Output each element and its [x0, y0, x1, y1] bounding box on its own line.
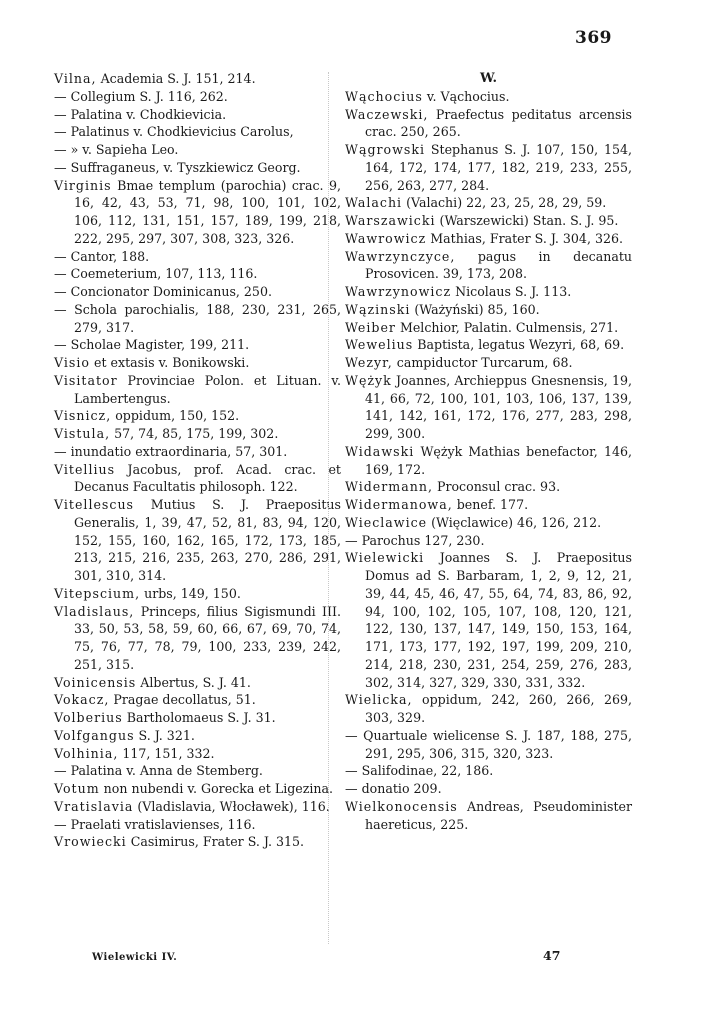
index-entry	[54, 88, 341, 106]
entry-text: Mutius S. J. Praepositus Generalis, 1, 39, 47, 52, 81, 83, 94, 120, 152, 155, 160, 162, 165, 172, 173, 185, 213, 215, 216, 235, 263, 270, 286, 291, 301, 310, 314.	[74, 497, 341, 583]
entry-headword: Weiber	[345, 319, 396, 335]
entry-headword: Vistula,	[54, 426, 111, 441]
index-entry	[54, 461, 341, 497]
index-entry	[54, 798, 341, 816]
entry-text: Proconsul crac. 93.	[436, 479, 561, 495]
entry-text: — Concionator Dominicanus, 250.	[54, 284, 272, 299]
entry-text: (Więclawice) 46, 126, 212.	[431, 514, 602, 530]
entry-text: S. J. 321.	[138, 727, 195, 743]
entry-text: Mathias, Frater S. J. 304, 326.	[430, 230, 623, 246]
entry-text: 117, 151, 332.	[122, 745, 215, 761]
entry-headword: Visio	[54, 355, 90, 370]
entry-headword: Wawrzynczyce,	[345, 248, 456, 264]
entry-text: non nubendi v. Gorecka et Ligezina.	[103, 781, 334, 796]
index-entry	[54, 709, 341, 727]
entry-headword: Waczewski,	[345, 106, 429, 122]
entry-text: — » v. Sapieha Leo.	[54, 142, 179, 157]
index-entry	[345, 780, 632, 798]
index-entry	[54, 585, 341, 603]
index-entry	[54, 691, 341, 709]
index-entry	[345, 336, 632, 354]
entry-headword: Vladislaus,	[54, 603, 135, 619]
index-entry	[345, 762, 632, 780]
entry-headword: Volhinia,	[54, 745, 119, 761]
index-entry	[345, 532, 632, 550]
index-entry	[345, 301, 632, 319]
entry-headword: Vrowiecki	[54, 834, 127, 850]
index-entry	[54, 407, 341, 425]
entry-text: benef. 177.	[456, 497, 529, 512]
index-entry	[345, 798, 632, 834]
entry-text: Pragae decollatus, 51.	[113, 692, 256, 708]
entry-text: — Collegium S. J. 116, 262.	[54, 88, 228, 104]
index-entry	[54, 70, 341, 88]
entry-headword: Visnicz,	[54, 408, 112, 424]
entry-text: (Ważyński) 85, 160.	[414, 301, 540, 317]
entry-text: — Suffraganeus, v. Tyszkiewicz Georg.	[54, 159, 301, 175]
page-number: 369	[575, 28, 612, 48]
entry-text: et extasis v. Bonikowski.	[94, 355, 250, 370]
entry-text: 57, 74, 85, 175, 199, 302.	[114, 426, 279, 441]
entry-text: (Warszewicki) Stan. S. J. 95.	[439, 213, 619, 228]
entry-headword: Wawrowicz	[345, 230, 427, 246]
entry-text: Wężyk Mathias benefactor, 146, 169, 172.	[365, 443, 632, 477]
entry-text: — Palatina v. Chodkievicia.	[54, 106, 227, 122]
footer-sheet-number: 47	[543, 948, 561, 963]
entry-headword: Wązinski	[345, 301, 411, 317]
entry-text: Praefectus peditatus arcensis crac. 250, 265.	[365, 106, 632, 140]
index-entry	[54, 833, 341, 851]
entry-text: pagus in decanatu Prosovicen. 39, 173, 208.	[365, 248, 632, 282]
entry-text: Academia S. J. 151, 214.	[100, 71, 256, 86]
entry-text: Casimirus, Frater S. J. 315.	[130, 834, 304, 850]
entry-text: Jacobus, prof. Acad. crac. et Decanus Facultatis philosoph. 122.	[74, 461, 341, 495]
entry-headword: Widawski	[345, 443, 415, 459]
index-entry	[54, 496, 341, 585]
index-entry	[54, 745, 341, 763]
index-entry	[54, 372, 341, 408]
entry-headword: Wągrowski	[345, 142, 426, 157]
entry-headword: Vitellius	[54, 461, 116, 477]
index-entry	[54, 780, 341, 798]
index-entry	[54, 336, 341, 354]
index-entry	[345, 549, 632, 691]
index-entry	[345, 106, 632, 142]
entry-headword: Vitepscium,	[54, 585, 141, 601]
index-entry	[54, 603, 341, 674]
index-entry	[345, 443, 632, 479]
index-entry	[345, 478, 632, 496]
index-entry	[54, 123, 341, 141]
index-entry	[345, 319, 632, 337]
entry-text: Melchior, Palatin. Culmensis, 271.	[399, 319, 619, 335]
entry-headword: Voinicensis	[54, 674, 137, 690]
index-entry	[345, 248, 632, 284]
entry-headword: Visitator	[54, 372, 118, 388]
entry-headword: Walachi	[345, 195, 403, 211]
entry-headword: Virginis	[54, 177, 112, 193]
entry-text: — Praelati vratislavienses, 116.	[54, 816, 256, 832]
index-entry	[54, 301, 341, 337]
entry-text: oppidum, 242, 260, 266, 269, 303, 329.	[365, 692, 632, 725]
index-entry	[54, 674, 341, 692]
entry-headword: Vratislavia	[54, 798, 134, 814]
entry-headword: Warszawicki	[345, 213, 436, 228]
index-entry	[345, 141, 632, 194]
index-column-left	[54, 70, 341, 851]
index-entry	[54, 265, 341, 283]
entry-headword: Wieclawice	[345, 514, 428, 530]
entry-text: Andreas, Pseudominister haereticus, 225.	[365, 798, 632, 832]
entry-text: — Cantor, 188.	[54, 248, 150, 264]
index-entry	[54, 762, 341, 780]
index-entry	[345, 230, 632, 248]
entry-text: — Schola parochialis, 188, 230, 231, 265, 279, 317.	[54, 301, 341, 335]
entry-text: (Vladislavia, Włocławek), 116.	[137, 798, 330, 814]
index-entry	[345, 354, 632, 372]
entry-text: Provinciae Polon. et Lituan. v. Lambertengus.	[74, 372, 341, 406]
entry-text: Joannes, Archieppus Gnesnensis, 19, 41, 66, 72, 100, 101, 103, 106, 137, 139, 141, 142, 161, 172, 176, 277, 283, 298, 299, 300.	[365, 372, 632, 441]
entry-text: Joannes S. J. Praepositus Domus ad S. Barbaram, 1, 2, 9, 12, 21, 39, 44, 45, 46, 47, 55, 64, 74, 83, 86, 92, 94, 100, 102, 105, 107, 108, 120, 121, 122, 130, 137, 147, 149, 150, 153, 164, 171, 173, 177, 192, 197, 199, 209, 210, 214, 218, 230, 231, 254, 259, 276, 283, 302, 314, 327, 329, 330, 331, 332.	[365, 550, 632, 690]
entry-headword: Votum	[54, 781, 100, 796]
entry-headword: Widermanowa,	[345, 497, 453, 512]
index-entry	[54, 177, 341, 248]
entry-headword: Wezyr,	[345, 355, 393, 370]
entry-text: — Parochus 127, 230.	[345, 532, 485, 548]
entry-text: Albertus, S. J. 41.	[140, 674, 251, 690]
entry-text: urbs, 149, 150.	[144, 585, 241, 601]
entry-headword: Vitellescus	[54, 497, 135, 512]
entry-text: Stephanus S. J. 107, 150, 154, 164, 172, 174, 177, 182, 219, 233, 255, 256, 263, 277, 284.	[365, 142, 632, 193]
entry-text: — Quartuale wielicense S. J. 187, 188, 275, 291, 295, 306, 315, 320, 323.	[345, 727, 632, 761]
entry-headword: Wielicka,	[345, 692, 413, 708]
entry-headword: Wężyk	[345, 372, 392, 388]
index-entry	[54, 354, 341, 372]
footer-signature: Wielewicki IV.	[92, 952, 178, 963]
index-entry	[345, 727, 632, 763]
entry-headword: Wąchocius	[345, 88, 423, 104]
index-entry	[54, 727, 341, 745]
index-entry	[345, 88, 632, 106]
entry-headword: Volberius	[54, 710, 123, 725]
entry-text: Bartholomaeus S. J. 31.	[126, 710, 276, 725]
index-entry	[54, 443, 341, 461]
index-entry	[345, 194, 632, 212]
index-entry	[54, 816, 341, 834]
entry-headword: Wewelius	[345, 337, 414, 353]
index-entry	[54, 159, 341, 177]
entry-headword: Vokacz,	[54, 692, 110, 708]
entry-text: — inundatio extraordinaria, 57, 301.	[54, 443, 288, 459]
index-entry	[345, 691, 632, 727]
entry-text: — Coemeterium, 107, 113, 116.	[54, 266, 258, 282]
index-column-right	[345, 70, 632, 833]
entry-text: (Valachi) 22, 23, 25, 28, 29, 59.	[406, 195, 607, 211]
index-entry	[54, 106, 341, 124]
index-entry	[54, 425, 341, 443]
index-entry	[345, 496, 632, 514]
entry-text: oppidum, 150, 152.	[115, 408, 240, 424]
entry-headword: Wielewicki	[345, 550, 425, 566]
index-entry	[54, 283, 341, 301]
entry-text: Princeps, filius Sigismundi III. 33, 50, 53, 58, 59, 60, 66, 67, 69, 70, 74, 75, 76, 77, 78, 79, 100, 233, 239, 242, 251, 315.	[74, 603, 341, 672]
entry-text: Baptista, legatus Wezyri, 68, 69.	[417, 337, 625, 353]
entry-text: — Salifodinae, 22, 186.	[345, 763, 494, 779]
entry-text: v. Vąchocius.	[426, 88, 510, 104]
entry-headword: Vilna,	[54, 71, 97, 86]
index-entry	[345, 514, 632, 532]
entry-text: campiductor Turcarum, 68.	[396, 355, 573, 370]
index-entry	[54, 248, 341, 266]
entry-text: Nicolaus S. J. 113.	[455, 284, 572, 299]
index-entry	[345, 212, 632, 230]
entry-text: — Palatinus v. Chodkievicius Carolus,	[54, 124, 294, 140]
entry-text: Bmae templum (parochia) crac. 9, 16, 42, 43, 53, 71, 98, 100, 101, 102, 106, 112, 131, 151, 157, 189, 199, 218, 222, 295, 297, 307, 308, 323, 326.	[74, 177, 341, 246]
entry-headword: Widermann,	[345, 479, 433, 495]
entry-headword: Volfgangus	[54, 727, 135, 743]
index-entry	[345, 372, 632, 443]
letter-heading: W.	[479, 71, 498, 86]
column-divider	[328, 72, 329, 944]
entry-text: — Palatina v. Anna de Stemberg.	[54, 763, 263, 779]
entry-text: — Scholae Magister, 199, 211.	[54, 337, 250, 353]
entry-headword: Wielkonocensis	[345, 798, 458, 814]
entry-headword: Wawrzynowicz	[345, 284, 452, 299]
index-entry	[345, 283, 632, 301]
index-entry	[54, 141, 341, 159]
entry-text: — donatio 209.	[345, 781, 442, 796]
